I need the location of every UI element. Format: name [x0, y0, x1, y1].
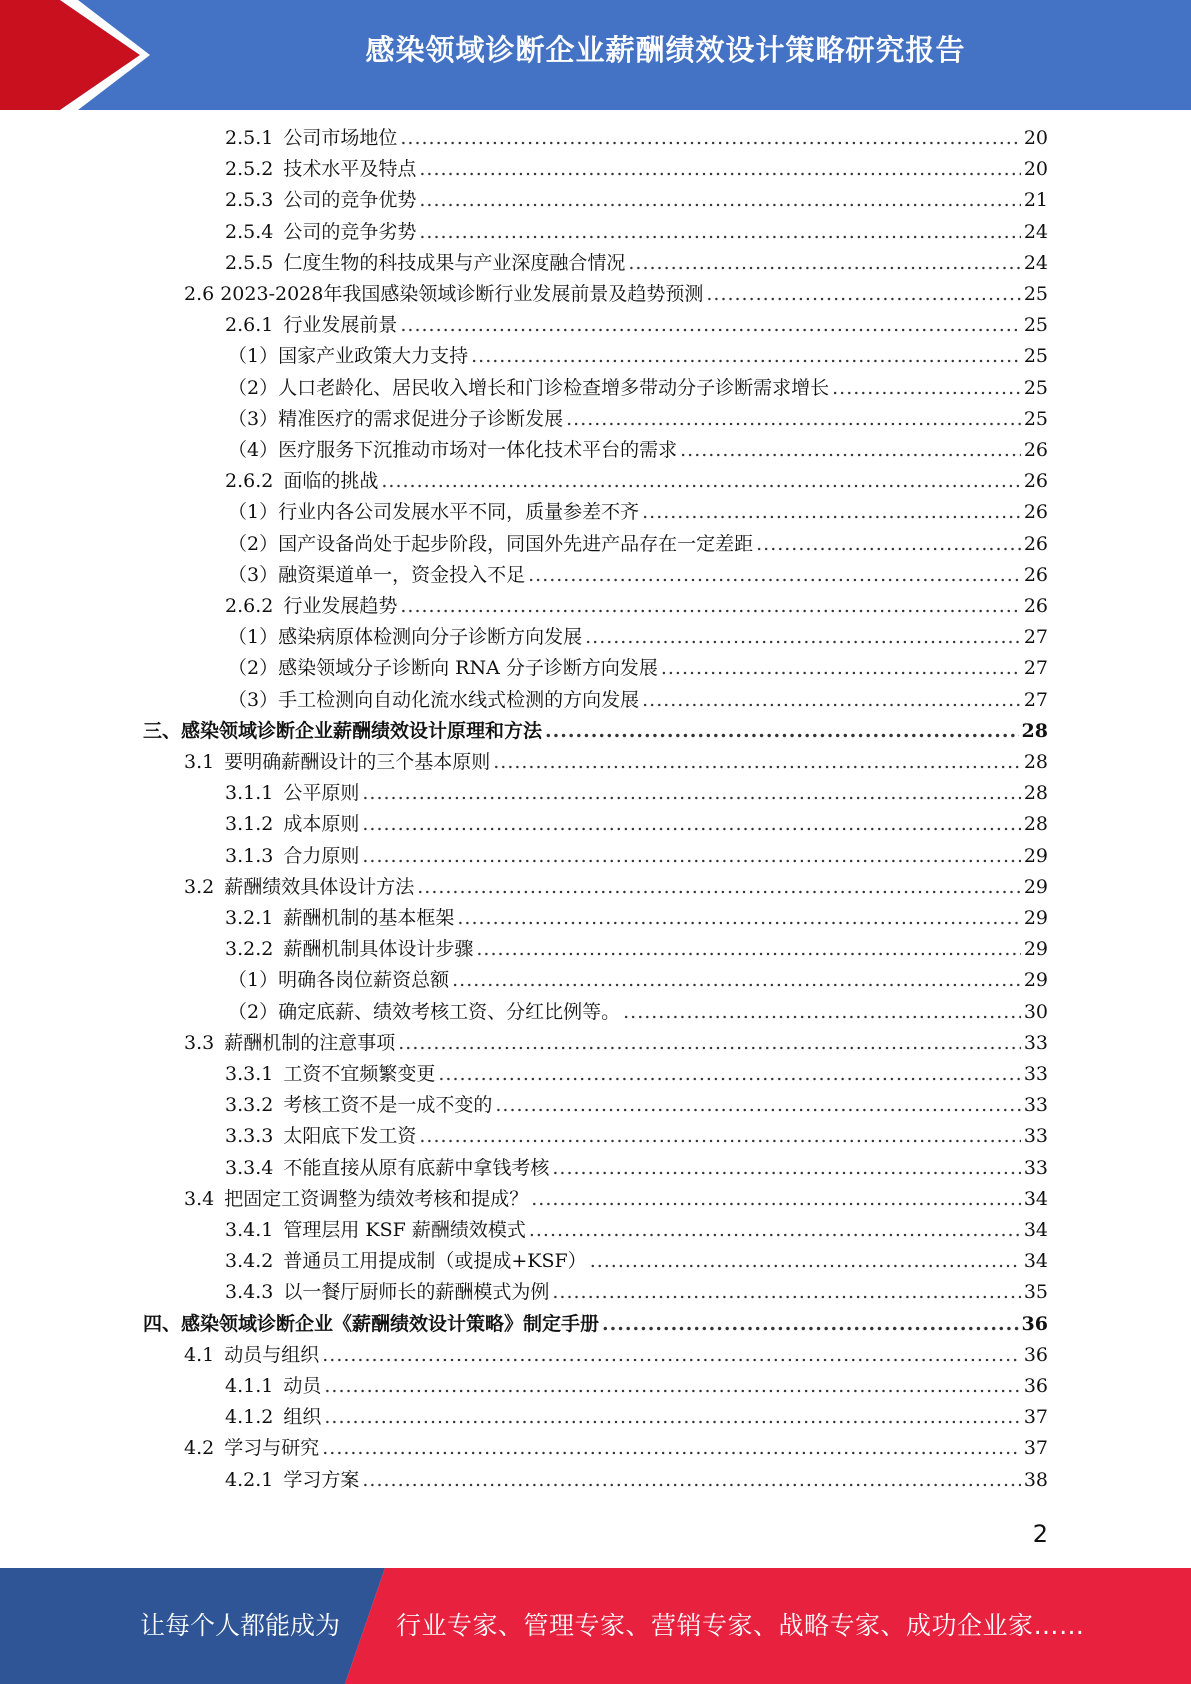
toc-entry[interactable]	[225, 123, 1048, 154]
toc-entry-title: 行业发展前景	[283, 314, 398, 337]
toc-entry-page: 27	[1023, 688, 1048, 711]
toc-entry[interactable]	[225, 154, 1048, 185]
toc-leader-dots	[706, 283, 1020, 305]
toc-leader-dots	[362, 782, 1020, 804]
toc-leader-dots	[832, 377, 1021, 399]
toc-entry-title: 国产设备尚处于起步阶段，同国外先进产品存在一定差距	[278, 532, 754, 555]
toc-entry[interactable]	[184, 1433, 1048, 1464]
footer-slogan-left: 让每个人都能成为	[140, 1611, 341, 1640]
toc-entry-number: 3.3	[184, 1031, 215, 1054]
toc-leader-dots	[529, 1219, 1021, 1241]
toc-leader-dots	[590, 1250, 1021, 1272]
page-header	[0, 0, 1191, 110]
toc-entry-title: 普通员工用提成制（或提成+KSF）	[283, 1250, 587, 1273]
toc-entry-page: 21	[1023, 189, 1048, 212]
toc-entry-number: （1）	[228, 969, 279, 992]
toc-entry-title: 融资渠道单一，资金投入不足	[278, 563, 526, 586]
toc-leader-dots	[531, 1188, 1021, 1210]
toc-entry-number: 3.1.3	[225, 844, 274, 867]
toc-entry-page: 33	[1023, 1125, 1048, 1148]
toc-leader-dots	[419, 189, 1020, 211]
toc-entry-title: 公司市场地位	[283, 127, 398, 149]
toc-entry-title: 感染病原体检测向分子诊断方向发展	[278, 626, 583, 649]
toc-leader-dots	[438, 1063, 1020, 1085]
toc-entry-title: 学习方案	[283, 1468, 360, 1491]
toc-entry-page: 25	[1023, 345, 1048, 368]
toc-entry-page: 20	[1023, 127, 1048, 149]
toc-entry-number: （4）	[228, 439, 279, 461]
toc-entry[interactable]	[228, 560, 1048, 591]
toc-entry-page: 37	[1023, 1437, 1048, 1460]
toc-leader-dots	[398, 1032, 1021, 1054]
toc-leader-dots	[452, 969, 1021, 991]
toc-entry[interactable]	[225, 185, 1048, 216]
toc-entry-title: 薪酬机制的注意事项	[224, 1031, 396, 1054]
toc-entry-title: 动员与组织	[224, 1343, 320, 1366]
toc-entry-number: 3.2.1	[225, 907, 274, 929]
toc-entry[interactable]	[184, 1184, 1048, 1215]
toc-entry-title: 薪酬绩效具体设计方法	[224, 875, 415, 898]
toc-entry-title: 成本原则	[283, 813, 360, 836]
toc-leader-dots	[417, 876, 1021, 898]
toc-entry-title: 精准医疗的需求促进分子诊断发展	[278, 407, 564, 430]
toc-leader-dots	[552, 1157, 1020, 1179]
toc-entry-number: （2）	[228, 657, 279, 680]
toc-leader-dots	[419, 1125, 1020, 1147]
toc-entry-number: （2）	[228, 1000, 279, 1023]
toc-entry-page: 25	[1023, 314, 1048, 337]
toc-entry[interactable]	[184, 279, 1048, 310]
toc-leader-dots	[623, 1001, 1021, 1023]
toc-entry[interactable]	[143, 716, 1048, 747]
toc-entry-page: 28	[1023, 751, 1048, 773]
toc-entry-number: 3.1.1	[225, 782, 274, 805]
toc-leader-dots	[362, 813, 1020, 835]
toc-entry-title: 感染领域分子诊断向 RNA 分子诊断方向发展	[278, 657, 658, 680]
toc-entry[interactable]	[225, 310, 1048, 341]
toc-entry-title: 考核工资不是一成不变的	[283, 1094, 493, 1117]
toc-entry-number: 3.4.2	[225, 1250, 274, 1273]
toc-entry-title: 公平原则	[283, 782, 360, 805]
toc-entry-page: 25	[1023, 283, 1048, 305]
toc-entry-title: 仁度生物的科技成果与产业深度融合情况	[283, 251, 626, 274]
toc-entry-number: 3.1.2	[225, 813, 274, 836]
toc-entry-number: 4.2	[184, 1437, 215, 1460]
toc-entry-title: 医疗服务下沉推动市场对一体化技术平台的需求	[278, 439, 678, 461]
toc-entry-title: 管理层用 KSF 薪酬绩效模式	[283, 1219, 526, 1241]
toc-entry-page: 35	[1023, 1281, 1048, 1304]
toc-entry[interactable]	[225, 466, 1048, 497]
toc-entry[interactable]	[225, 1059, 1048, 1090]
toc-entry[interactable]	[184, 1340, 1048, 1371]
toc-leader-dots	[602, 1313, 1019, 1335]
toc-entry-title: 确定底薪、绩效考核工资、分红比例等。	[278, 1000, 621, 1023]
toc-entry[interactable]	[225, 1121, 1048, 1152]
toc-entry-number: 3.1	[184, 751, 215, 773]
toc-leader-dots	[324, 1375, 1020, 1397]
toc-entry-title: 工资不宜频繁变更	[283, 1063, 436, 1085]
toc-entry-number: 3.3.3	[225, 1125, 274, 1148]
toc-entry-page: 29	[1023, 907, 1048, 929]
toc-entry-page: 33	[1023, 1031, 1048, 1054]
toc-entry[interactable]	[184, 872, 1048, 903]
toc-entry-title: 要明确薪酬设计的三个基本原则	[224, 751, 491, 773]
toc-entry-number: （3）	[228, 688, 279, 711]
toc-entry-title: 组织	[283, 1406, 322, 1429]
toc-entry-title: 手工检测向自动化流水线式检测的方向发展	[278, 688, 640, 711]
toc-entry-number: 三、	[143, 719, 182, 742]
toc-entry-page: 29	[1023, 844, 1048, 867]
toc-leader-dots	[642, 501, 1021, 523]
toc-entry[interactable]	[225, 778, 1048, 809]
toc-entry[interactable]	[184, 747, 1048, 778]
toc-entry-number: 4.1	[184, 1343, 215, 1366]
toc-leader-dots	[400, 127, 1020, 149]
toc-entry-title: 2023-2028年我国感染领域诊断行业发展前景及趋势预测	[220, 283, 704, 305]
toc-leader-dots	[661, 657, 1021, 679]
toc-entry[interactable]	[225, 1215, 1048, 1246]
toc-entry-title: 学习与研究	[224, 1437, 320, 1460]
toc-entry[interactable]	[225, 1246, 1048, 1277]
toc-entry-title: 不能直接从原有底薪中拿钱考核	[283, 1156, 550, 1179]
toc-entry-page: 36	[1023, 1375, 1048, 1397]
toc-entry-title: 公司的竞争劣势	[283, 220, 417, 243]
toc-entry-title: 合力原则	[283, 844, 360, 867]
toc-entry-number: 3.4.3	[225, 1281, 274, 1304]
toc-entry-number: （3）	[228, 563, 279, 586]
toc-leader-dots	[324, 1406, 1020, 1428]
toc-entry[interactable]	[225, 903, 1048, 934]
toc-entry[interactable]	[228, 965, 1048, 996]
toc-entry-title: 太阳底下发工资	[283, 1125, 417, 1148]
toc-entry-title: 人口老龄化、居民收入增长和门诊检查增多带动分子诊断需求增长	[278, 376, 830, 399]
toc-entry-title: 明确各岗位薪资总额	[278, 969, 450, 992]
toc-entry-number: 3.2	[184, 875, 215, 898]
toc-leader-dots	[400, 595, 1020, 617]
toc-entry-number: 3.3.1	[225, 1063, 274, 1085]
toc-entry-title: 国家产业政策大力支持	[278, 345, 469, 368]
toc-entry-number: 4.1.1	[225, 1375, 274, 1397]
toc-entry-page: 33	[1023, 1094, 1048, 1117]
toc-leader-dots	[545, 720, 1019, 742]
toc-leader-dots	[457, 907, 1020, 929]
toc-entry-title: 感染领域诊断企业薪酬绩效设计原理和方法	[181, 719, 543, 742]
toc-entry-title: 行业发展趋势	[283, 595, 398, 617]
toc-entry[interactable]	[225, 248, 1048, 279]
toc-entry-number: 3.4	[184, 1187, 215, 1210]
toc-entry-title: 技术水平及特点	[283, 158, 417, 181]
toc-entry[interactable]	[225, 1277, 1048, 1308]
toc-entry-page: 37	[1023, 1406, 1048, 1429]
toc-entry-number: 2.5.5	[225, 251, 274, 274]
toc-entry[interactable]	[228, 341, 1048, 372]
toc-entry-page: 24	[1023, 251, 1048, 274]
toc-entry-number: 2.6	[184, 283, 215, 305]
toc-entry-page: 26	[1023, 532, 1048, 555]
toc-entry-title: 薪酬机制具体设计步骤	[283, 938, 474, 961]
toc-entry-page: 27	[1023, 657, 1048, 680]
toc-leader-dots	[322, 1344, 1021, 1366]
toc-leader-dots	[566, 408, 1021, 430]
toc-entry[interactable]	[228, 622, 1048, 653]
toc-entry-page: 28	[1021, 719, 1048, 742]
toc-leader-dots	[362, 845, 1020, 867]
toc-entry[interactable]	[225, 1402, 1048, 1433]
report-title: 感染领域诊断企业薪酬绩效设计策略研究报告	[365, 33, 966, 67]
toc-entry-page: 34	[1023, 1250, 1048, 1273]
toc-entry[interactable]	[228, 653, 1048, 684]
toc-entry-number: 2.5.4	[225, 220, 274, 243]
toc-entry[interactable]	[225, 809, 1048, 840]
toc-entry[interactable]	[228, 529, 1048, 560]
page-footer	[0, 1568, 1191, 1684]
toc-entry-page: 20	[1023, 158, 1048, 181]
toc-entry-page: 34	[1023, 1219, 1048, 1241]
toc-entry-number: 2.5.2	[225, 158, 274, 181]
toc-leader-dots	[419, 221, 1020, 243]
toc-entry-page: 28	[1023, 782, 1048, 805]
toc-leader-dots	[322, 1437, 1021, 1459]
toc-entry-number: 3.4.1	[225, 1219, 274, 1241]
toc-entry-title: 面临的挑战	[283, 470, 379, 493]
toc-leader-dots	[476, 938, 1020, 960]
toc-entry-number: 3.2.2	[225, 938, 274, 961]
toc-entry-page: 33	[1023, 1063, 1048, 1085]
toc-entry-number: 2.5.3	[225, 189, 274, 212]
toc-entry-page: 29	[1023, 938, 1048, 961]
toc-entry-page: 29	[1023, 969, 1048, 992]
toc-entry-title: 动员	[283, 1375, 322, 1397]
toc-entry-page: 26	[1023, 563, 1048, 586]
toc-entry-title: 行业内各公司发展水平不同，质量参差不齐	[278, 501, 640, 524]
toc-entry[interactable]	[225, 1153, 1048, 1184]
toc-entry[interactable]	[228, 373, 1048, 404]
toc-entry[interactable]	[228, 497, 1048, 528]
toc-entry[interactable]	[184, 1028, 1048, 1059]
toc-leader-dots	[585, 626, 1021, 648]
toc-entry[interactable]	[225, 591, 1048, 622]
toc-leader-dots	[552, 1281, 1020, 1303]
toc-leader-dots	[756, 533, 1021, 555]
header-chevron-decoration	[0, 0, 150, 110]
toc-entry[interactable]	[228, 997, 1048, 1028]
toc-entry[interactable]	[143, 1309, 1048, 1340]
toc-entry-number: 2.5.1	[225, 127, 274, 149]
toc-entry[interactable]	[228, 404, 1048, 435]
toc-entry-number: 2.6.2	[225, 595, 274, 617]
toc-entry[interactable]	[225, 1090, 1048, 1121]
toc-entry-page: 25	[1023, 376, 1048, 399]
toc-entry-page: 26	[1023, 470, 1048, 493]
toc-entry-page: 26	[1023, 439, 1048, 461]
footer-slogan-right: 行业专家、管理专家、营销专家、战略专家、成功企业家……	[396, 1611, 1085, 1640]
toc-entry-number: （2）	[228, 376, 279, 399]
toc-entry-number: （1）	[228, 626, 279, 649]
toc-entry-number: （2）	[228, 532, 279, 555]
toc-leader-dots	[642, 689, 1021, 711]
toc-entry-page: 27	[1023, 626, 1048, 649]
toc-leader-dots	[680, 439, 1021, 461]
toc-leader-dots	[493, 751, 1021, 773]
toc-entry-number: 2.6.2	[225, 470, 274, 493]
toc-entry-title: 以一餐厅厨师长的薪酬模式为例	[283, 1281, 550, 1304]
toc-entry-title: 薪酬机制的基本框架	[283, 907, 455, 929]
toc-entry[interactable]	[228, 435, 1048, 466]
toc-entry-number: 四、	[143, 1312, 182, 1335]
toc-leader-dots	[419, 158, 1020, 180]
toc-entry-title: 把固定工资调整为绩效考核和提成？	[224, 1187, 529, 1210]
toc-entry-number: 2.6.1	[225, 314, 274, 337]
toc-entry-page: 34	[1023, 1187, 1048, 1210]
toc-entry-page: 38	[1023, 1468, 1048, 1491]
toc-entry-number: 3.3.4	[225, 1156, 274, 1179]
toc-entry-page: 28	[1023, 813, 1048, 836]
toc-entry[interactable]	[228, 685, 1048, 716]
toc-entry-page: 29	[1023, 875, 1048, 898]
toc-entry-page: 26	[1023, 595, 1048, 617]
toc-entry[interactable]	[225, 217, 1048, 248]
toc-entry-number: 4.1.2	[225, 1406, 274, 1429]
toc-leader-dots	[495, 1094, 1020, 1116]
toc-entry-title: 感染领域诊断企业《薪酬绩效设计策略》制定手册	[181, 1312, 600, 1335]
toc-leader-dots	[471, 345, 1021, 367]
toc-entry[interactable]	[225, 934, 1048, 965]
toc-entry-page: 25	[1023, 407, 1048, 430]
toc-entry-page: 36	[1021, 1312, 1048, 1335]
toc-leader-dots	[381, 470, 1020, 492]
toc-leader-dots	[400, 314, 1020, 336]
toc-entry[interactable]	[225, 1371, 1048, 1402]
toc-entry-number: 4.2.1	[225, 1468, 274, 1491]
toc-leader-dots	[362, 1469, 1020, 1491]
toc-entry-page: 36	[1023, 1343, 1048, 1366]
toc-entry-page: 33	[1023, 1156, 1048, 1179]
toc-entry[interactable]	[225, 841, 1048, 872]
toc-entry-number: 3.3.2	[225, 1094, 274, 1117]
toc-leader-dots	[628, 252, 1020, 274]
toc-entry-page: 26	[1023, 501, 1048, 524]
page-number: 2	[1032, 1520, 1048, 1548]
toc-entry-page: 30	[1023, 1000, 1048, 1023]
toc-entry[interactable]	[225, 1465, 1048, 1496]
toc-entry-number: （1）	[228, 345, 279, 368]
toc-leader-dots	[528, 564, 1021, 586]
toc-entry-title: 公司的竞争优势	[283, 189, 417, 212]
toc-entry-page: 24	[1023, 220, 1048, 243]
toc-entry-number: （1）	[228, 501, 279, 524]
toc-entry-number: （3）	[228, 407, 279, 430]
